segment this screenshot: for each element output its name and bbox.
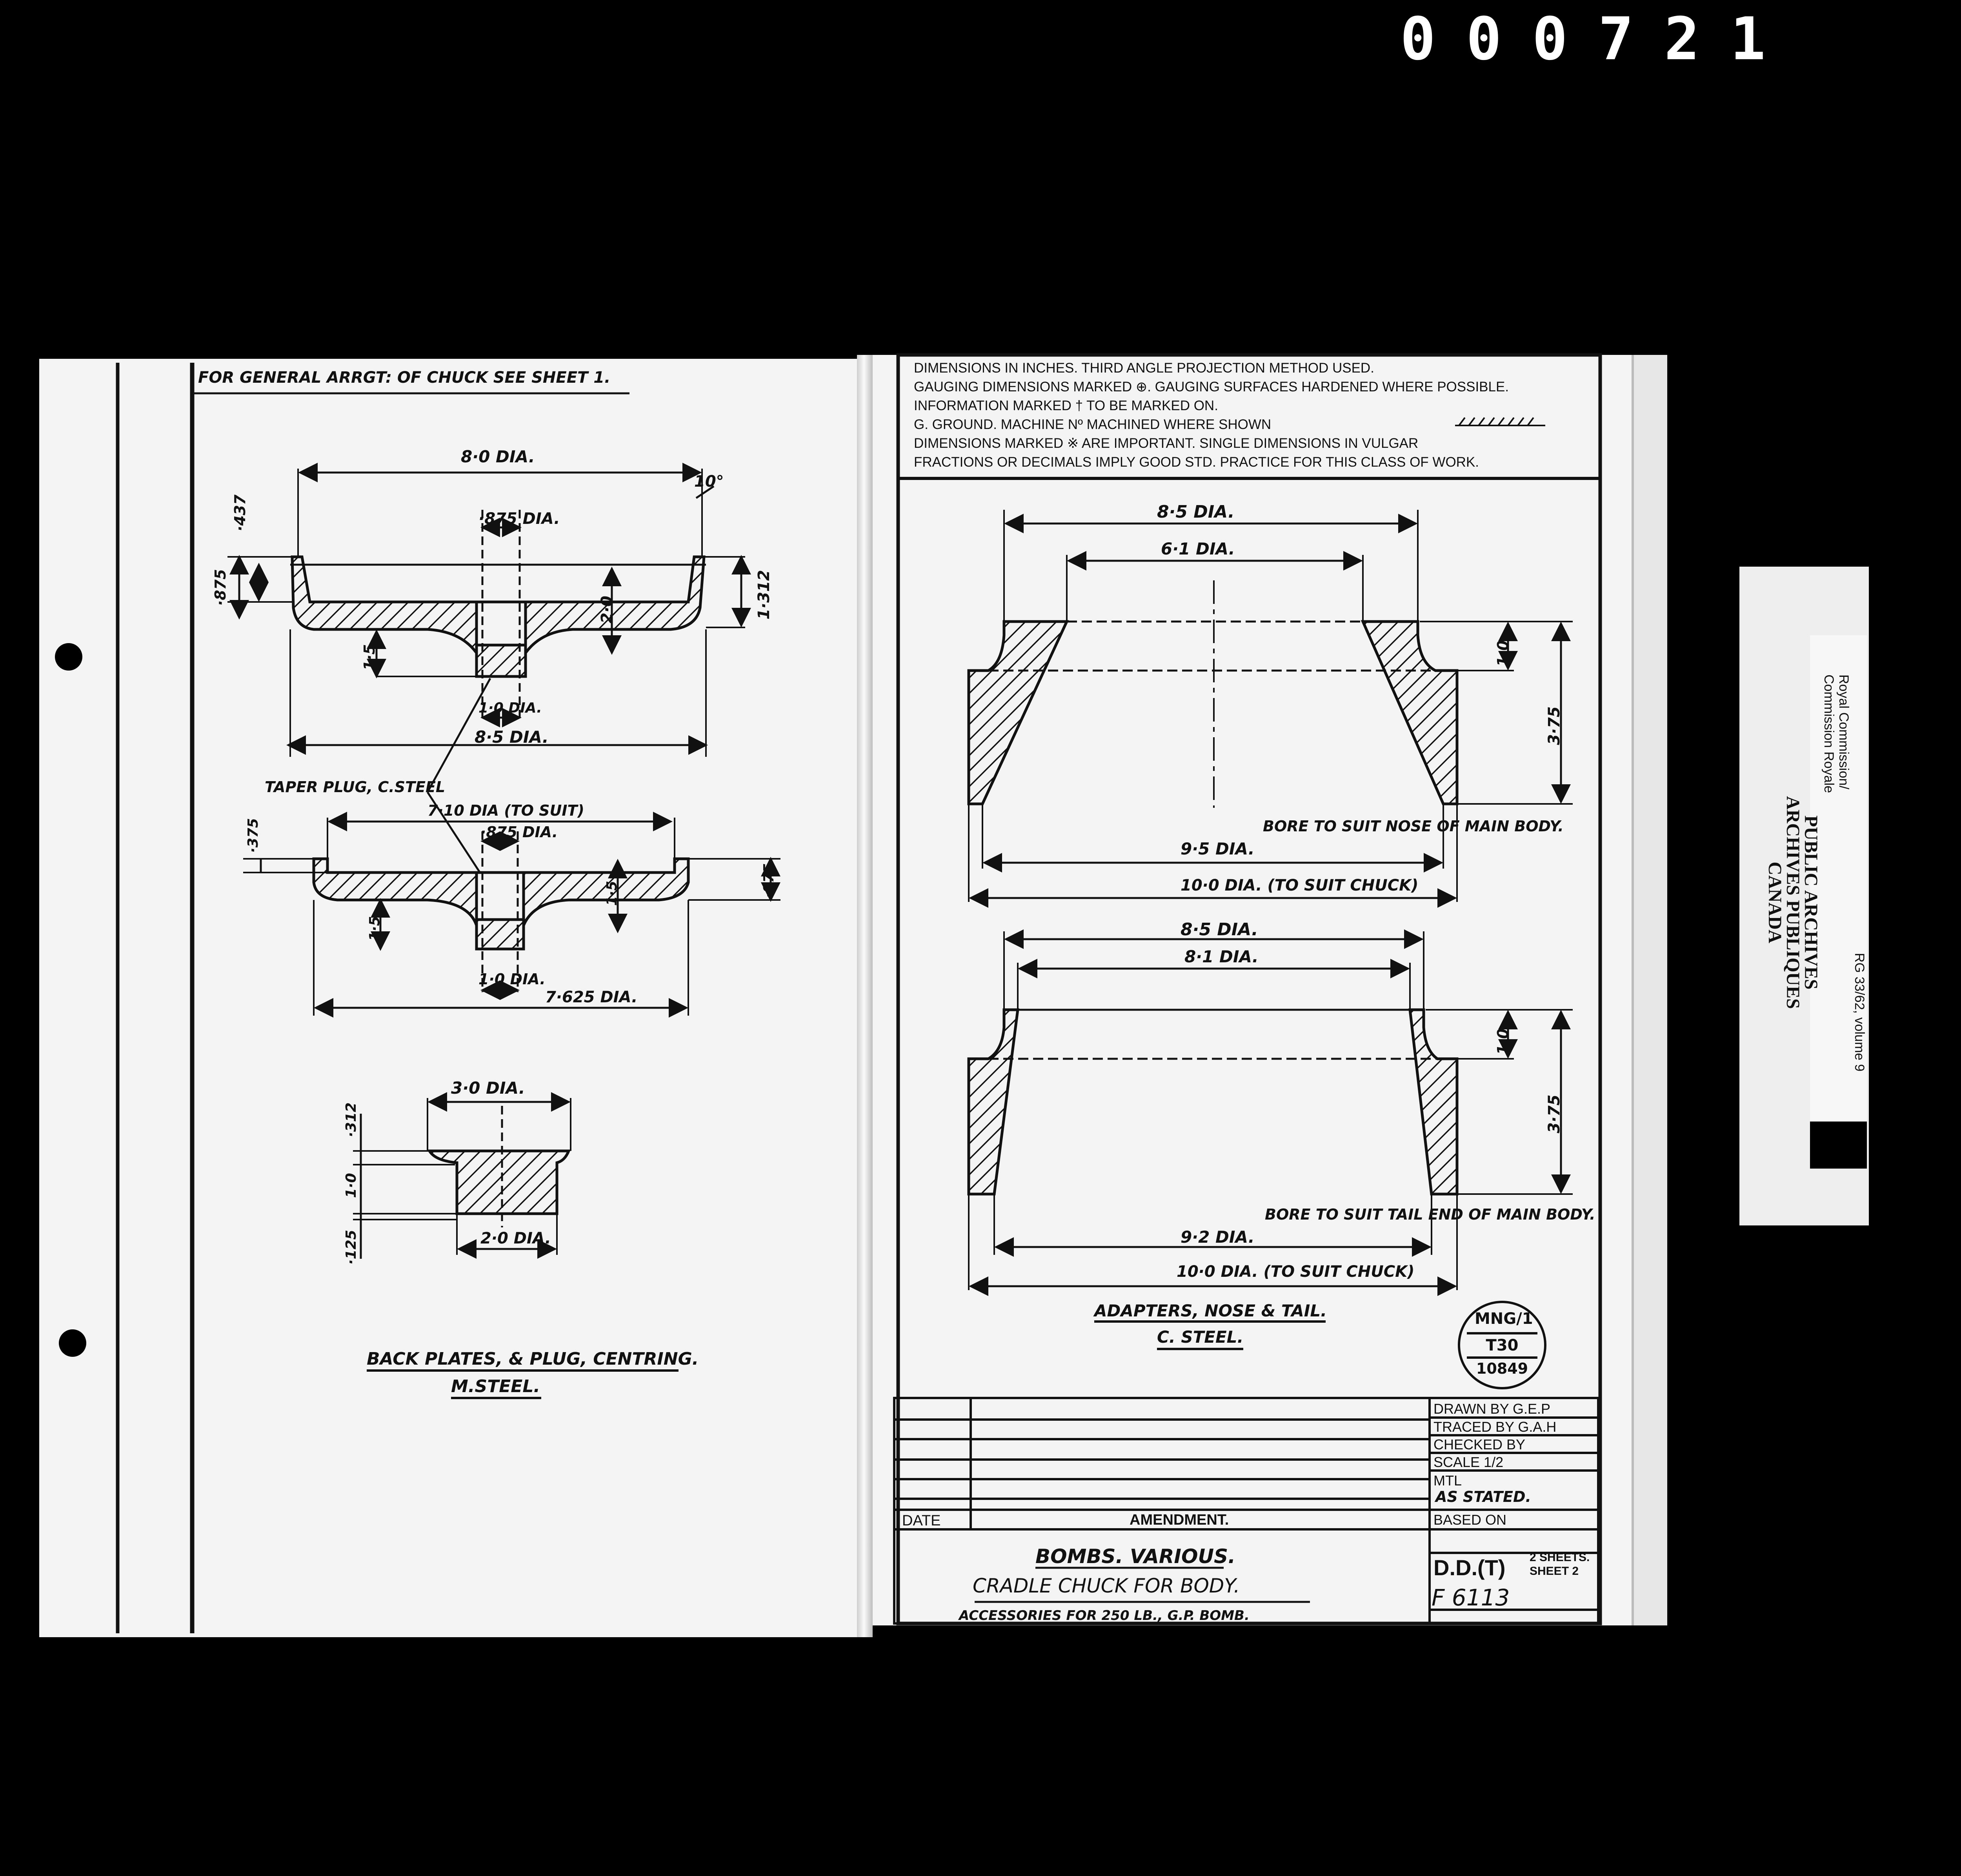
dim-label: 9·2 DIA.: [1181, 1227, 1255, 1247]
dim-label: 1·0: [1494, 1028, 1512, 1055]
dim-label: 3·75: [1545, 706, 1563, 745]
dim-label: 2·0: [598, 596, 616, 624]
drawing-series: D.D.(T): [1433, 1555, 1506, 1580]
archive-reference: RG 33/62, volume 9: [1852, 953, 1867, 1072]
dim-label: 1·312: [755, 570, 773, 620]
dim-label: ·875 DIA.: [478, 510, 560, 528]
dim-label: 1·0 DIA.: [478, 971, 546, 988]
note-line: DIMENSIONS IN INCHES. THIRD ANGLE PROJECTION METHOD USED.: [914, 360, 1374, 376]
dim-label: 2·0 DIA.: [480, 1229, 551, 1247]
caption-material: M.STEEL.: [451, 1376, 540, 1396]
general-arrangement-note: FOR GENERAL ARRGT: OF CHUCK SEE SHEET 1.: [198, 369, 611, 387]
date-header: DATE: [902, 1512, 941, 1529]
bore-note-tail: BORE TO SUIT TAIL END OF MAIN BODY.: [1265, 1206, 1595, 1223]
dim-label: ·437: [231, 494, 249, 531]
stamp-line: T30: [1486, 1336, 1519, 1354]
material-label: MTL: [1433, 1472, 1462, 1489]
dim-label: ·375: [245, 818, 261, 853]
dim-label: 10·0 DIA. (TO SUIT CHUCK): [1181, 876, 1419, 894]
dim-label: 9·5 DIA.: [1181, 839, 1255, 858]
title-line-1: BOMBS. VARIOUS.: [1035, 1545, 1236, 1568]
note-line: G. GROUND. MACHINE Nº MACHINED WHERE SHOWN: [914, 417, 1272, 432]
taper-plug-label: TAPER PLUG, C.STEEL: [265, 778, 446, 796]
dim-label: 1·0 DIA.: [478, 700, 542, 716]
dim-label: 7·625 DIA.: [545, 988, 638, 1006]
dim-label: 3·75: [1545, 1094, 1563, 1133]
dim-label: 8·1 DIA.: [1184, 947, 1259, 966]
dim-label: ·125: [343, 1230, 359, 1265]
stamp-line: 10849: [1476, 1360, 1528, 1377]
checked-by: CHECKED BY: [1433, 1436, 1526, 1452]
dim-label: ·312: [343, 1102, 359, 1137]
label-shadow: [1810, 1122, 1867, 1169]
tail-adapter: [969, 931, 1573, 1290]
dim-label: 8·5 DIA.: [1181, 920, 1258, 940]
note-line: INFORMATION MARKED † TO BE MARKED ON.: [914, 398, 1218, 413]
commission-line: Commission Royale: [1821, 674, 1836, 793]
dim-label: 8·0 DIA.: [461, 447, 535, 466]
dim-label: 1·5: [361, 644, 378, 671]
frame-number: 000721: [1400, 5, 1796, 73]
bore-note-nose: BORE TO SUIT NOSE OF MAIN BODY.: [1263, 818, 1564, 835]
dim-label: 7·10 DIA (TO SUIT): [427, 802, 584, 819]
caption-material: C. STEEL.: [1157, 1327, 1244, 1347]
material-value: AS STATED.: [1435, 1488, 1531, 1505]
sheet-number: SHEET 2: [1530, 1565, 1579, 1578]
scale: SCALE 1/2: [1433, 1454, 1504, 1470]
commission-line: Royal Commission/: [1836, 674, 1851, 789]
title-line-2: CRADLE CHUCK FOR BODY.: [973, 1574, 1240, 1597]
amendment-header: AMENDMENT.: [1130, 1512, 1229, 1528]
archives-line: PUBLIC ARCHIVES: [1801, 815, 1821, 990]
general-notes: [914, 359, 1588, 472]
archives-label: [1766, 796, 1820, 1009]
drawing-number: F 6113: [1432, 1584, 1510, 1611]
caption-back-plates: BACK PLATES, & PLUG, CENTRING.: [367, 1349, 699, 1369]
note-line: GAUGING DIMENSIONS MARKED ⊕. GAUGING SURFACES HARDENED WHERE POSSIBLE.: [914, 379, 1509, 394]
commission-label: [1821, 674, 1851, 793]
caption-adapters: ADAPTERS, NOSE & TAIL.: [1094, 1301, 1327, 1320]
archives-line: ARCHIVES PUBLIQUES: [1783, 796, 1803, 1009]
dim-label: ·875: [212, 569, 229, 606]
note-line: DIMENSIONS MARKED ※ ARE IMPORTANT. SINGLE DIMENSIONS IN VULGAR: [914, 436, 1419, 451]
dim-label: 10·0 DIA. (TO SUIT CHUCK): [1177, 1263, 1415, 1281]
dim-label: ·875 DIA.: [480, 823, 558, 841]
dim-label: 6·1 DIA.: [1161, 539, 1235, 558]
dim-label: 1·5: [367, 916, 383, 941]
drawn-by: DRAWN BY G.E.P: [1433, 1401, 1551, 1417]
dim-label: 1·0: [1494, 640, 1512, 667]
dim-label: 1·5: [604, 881, 620, 906]
dim-label: 3·0 DIA.: [451, 1078, 525, 1098]
dim-label: 8·5 DIA.: [1157, 502, 1235, 522]
traced-by: TRACED BY G.A.H: [1433, 1419, 1557, 1435]
dim-label: 1·0: [343, 1173, 359, 1198]
sheet-count: 2 SHEETS.: [1530, 1551, 1590, 1564]
note-line: FRACTIONS OR DECIMALS IMPLY GOOD STD. PRACTICE FOR THIS CLASS OF WORK.: [914, 454, 1479, 470]
dim-label: 10°: [694, 473, 724, 491]
title-line-3: ACCESSORIES FOR 250 LB., G.P. BOMB.: [959, 1608, 1250, 1623]
nose-adapter: [969, 510, 1573, 902]
dim-label: ·875: [761, 863, 777, 898]
archives-line: CANADA: [1765, 862, 1785, 943]
dim-label: 8·5 DIA.: [475, 727, 549, 747]
based-on: BASED ON: [1433, 1512, 1507, 1528]
stamp-line: MNG/1: [1475, 1310, 1533, 1328]
